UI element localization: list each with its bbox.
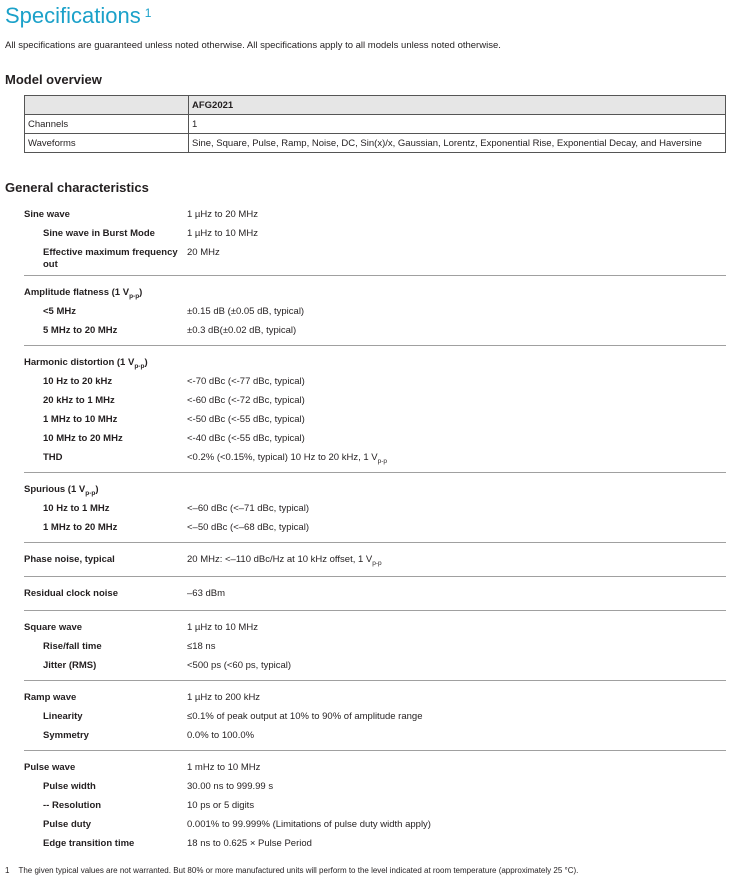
spec-row <box>24 244 726 271</box>
table-row <box>25 115 726 134</box>
spec-row <box>24 481 726 500</box>
spec-row <box>24 778 726 797</box>
spec-label: Rise/fall time <box>43 641 102 652</box>
model-overview-heading: Model overview <box>5 72 102 87</box>
spec-value: 30.00 ns to 999.99 s <box>187 781 274 792</box>
spec-value: ≤18 ns <box>187 641 216 652</box>
spec-label: Sine wave <box>24 209 70 220</box>
spec-row <box>24 797 726 816</box>
spec-row <box>24 551 726 570</box>
spec-label: 10 MHz to 20 MHz <box>43 433 123 444</box>
spec-label: Pulse duty <box>43 819 92 830</box>
spec-row <box>24 727 726 746</box>
spec-label: Edge transition time <box>43 838 135 849</box>
spec-value: 0.001% to 99.999% (Limitations of pulse duty width apply) <box>187 819 431 830</box>
spec-label: 1 MHz to 10 MHz <box>43 414 118 425</box>
spec-label: Phase noise, typical <box>24 554 115 565</box>
spec-value: 1 µHz to 200 kHz <box>187 692 261 703</box>
spec-value: 10 ps or 5 digits <box>187 800 255 811</box>
spec-row <box>24 206 726 225</box>
spec-group-residual <box>24 577 726 611</box>
spec-value: 1 µHz to 10 MHz <box>187 228 258 239</box>
spec-label: 1 MHz to 20 MHz <box>43 522 118 533</box>
spec-label: Ramp wave <box>24 692 77 703</box>
spec-label: 10 Hz to 1 MHz <box>43 503 110 514</box>
spec-label: Effective maximum frequency out <box>43 247 178 270</box>
model-overview-table <box>24 95 726 153</box>
spec-row <box>24 657 726 676</box>
spec-value: 20 MHz <box>187 247 220 258</box>
row-label: Waveforms <box>25 134 189 153</box>
footnote-text: The given typical values are not warranted. But 80% or more manufactured units will perform to the level indicated at room temperature (approximately 25 °C). <box>18 866 579 875</box>
spec-value <box>187 357 726 373</box>
intro-text: All specifications are guaranteed unless noted otherwise. All specifications apply to all models unless noted otherwise. <box>5 40 501 51</box>
spec-group-pulse <box>24 751 726 858</box>
spec-group-square <box>24 611 726 681</box>
footnote <box>5 866 578 875</box>
spec-row <box>24 519 726 538</box>
spec-label: Linearity <box>43 711 83 722</box>
spec-group-harmonic <box>24 346 726 473</box>
spec-value: <-40 dBc (<-55 dBc, typical) <box>187 433 305 444</box>
spec-value: 0.0% to 100.0% <box>187 730 255 741</box>
table-header-empty <box>25 96 189 115</box>
model-name-cell: AFG2021 <box>189 96 726 115</box>
general-characteristics-heading: General characteristics <box>5 180 149 195</box>
spec-label: Amplitude flatness (1 $V_{p-p}$) <box>24 287 143 300</box>
spec-row <box>24 619 726 638</box>
spec-row <box>24 225 726 244</box>
row-label: Channels <box>25 115 189 134</box>
spec-value: 1 mHz to 10 MHz <box>187 762 261 773</box>
spec-group-ramp <box>24 681 726 751</box>
spec-label: 20 kHz to 1 MHz <box>43 395 115 406</box>
spec-label: Residual clock noise <box>24 588 118 599</box>
spec-label: THD <box>43 452 63 463</box>
spec-value: <-70 dBc (<-77 dBc, typical) <box>187 376 305 387</box>
row-value: Sine, Square, Pulse, Ramp, Noise, DC, Sin(x)/x, Gaussian, Lorentz, Exponential Rise, Exponential Decay, and Haversine <box>189 134 726 153</box>
spec-group-sine <box>24 204 726 276</box>
spec-row <box>24 449 726 468</box>
spec-value: 20 MHz: <–110 dBc/Hz at 10 kHz offset, 1 $V_{p-p}$ <box>187 554 382 567</box>
spec-value: –63 dBm <box>187 588 226 599</box>
spec-value: 1 µHz to 20 MHz <box>187 209 258 220</box>
spec-list <box>24 204 726 858</box>
spec-row <box>24 430 726 449</box>
spec-label: Sine wave in Burst Mode <box>43 228 155 239</box>
spec-label: Jitter (RMS) <box>43 660 97 671</box>
spec-value: 18 ns to 0.625 × Pulse Period <box>187 838 312 849</box>
spec-value: <-60 dBc (<-72 dBc, typical) <box>187 395 305 406</box>
spec-value: ≤0.1% of peak output at 10% to 90% of amplitude range <box>187 711 423 722</box>
spec-row <box>24 585 726 604</box>
spec-row <box>24 373 726 392</box>
spec-value: <-50 dBc (<-55 dBc, typical) <box>187 414 305 425</box>
spec-value: <–60 dBc (<–71 dBc, typical) <box>187 503 309 514</box>
spec-label: -- Resolution <box>43 800 102 811</box>
spec-row <box>24 816 726 835</box>
spec-row <box>24 500 726 519</box>
spec-value: <500 ps (<60 ps, typical) <box>187 660 292 671</box>
spec-value: ±0.15 dB (±0.05 dB, typical) <box>187 306 305 317</box>
spec-row <box>24 708 726 727</box>
table-row <box>25 134 726 153</box>
footnote-ref[interactable]: 1 <box>144 6 152 20</box>
spec-group-flatness <box>24 276 726 346</box>
spec-label: <5 MHz <box>43 306 76 317</box>
spec-value: 1 µHz to 10 MHz <box>187 622 258 633</box>
spec-row <box>24 303 726 322</box>
spec-label: Pulse wave <box>24 762 76 773</box>
spec-row <box>24 689 726 708</box>
spec-row <box>24 411 726 430</box>
spec-row <box>24 392 726 411</box>
spec-label: 5 MHz to 20 MHz <box>43 325 118 336</box>
spec-row <box>24 638 726 657</box>
row-value: 1 <box>189 115 726 134</box>
page-title: Specifications $^1$ <box>5 3 152 28</box>
spec-label: Pulse width <box>43 781 96 792</box>
footnote-marker: 1 <box>5 866 10 875</box>
spec-value: <0.2% (<0.15%, typical) 10 Hz to 20 kHz, 1 $V_{p-p}$ <box>187 452 388 465</box>
spec-row <box>24 354 726 373</box>
spec-value <box>187 287 726 303</box>
spec-value <box>187 484 726 500</box>
spec-group-phase-noise <box>24 543 726 577</box>
spec-label: Symmetry <box>43 730 89 741</box>
spec-row <box>24 284 726 303</box>
spec-label: Square wave <box>24 622 83 633</box>
spec-label: Spurious (1 $V_{p-p}$) <box>24 484 99 497</box>
spec-label: 10 Hz to 20 kHz <box>43 376 113 387</box>
spec-value: ±0.3 dB(±0.02 dB, typical) <box>187 325 297 336</box>
spec-row <box>24 835 726 854</box>
spec-row <box>24 759 726 778</box>
table-header-row <box>25 96 726 115</box>
spec-row <box>24 322 726 341</box>
spec-label: Harmonic distortion (1 $V_{p-p}$) <box>24 357 148 370</box>
spec-group-spurious <box>24 473 726 543</box>
spec-value: <–50 dBc (<–68 dBc, typical) <box>187 522 309 533</box>
